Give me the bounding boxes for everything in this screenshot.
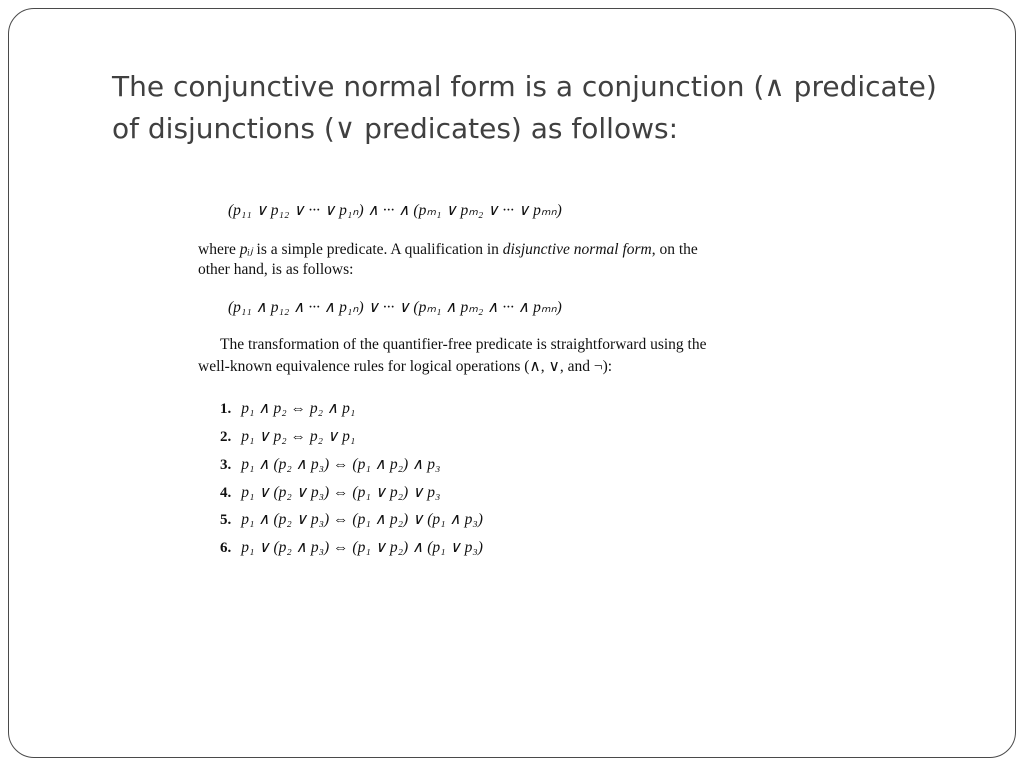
- rule-item: [220, 399, 355, 418]
- rule-expression: p₁ ∨ p₂ ⇔ p₂ ∨ p₁: [241, 428, 356, 445]
- rule-item: [220, 427, 355, 446]
- rule-expression: p₁ ∧ (p₂ ∨ p₃) ⇔ (p₁ ∧ p₂) ∨ (p₁ ∧ p₃): [241, 511, 483, 528]
- paragraph-1-line-2: other hand, is as follows:: [198, 261, 354, 278]
- rule-number: 2.: [220, 429, 232, 445]
- rule-expression: p₁ ∧ (p₂ ∧ p₃) ⇔ (p₁ ∧ p₂) ∧ p₃: [241, 456, 441, 473]
- rule-number: 6.: [220, 540, 232, 556]
- paragraph-1-line-1: [198, 240, 698, 259]
- rule-item: [220, 455, 440, 474]
- pij-variable: pᵢⱼ: [239, 241, 253, 258]
- rule-expression: p₁ ∨ (p₂ ∨ p₃) ⇔ (p₁ ∨ p₂) ∨ p₃: [241, 484, 441, 501]
- paragraph-1-text-c: , on the: [651, 241, 698, 258]
- rule-expression: p₁ ∨ (p₂ ∧ p₃) ⇔ (p₁ ∨ p₂) ∧ (p₁ ∨ p₃): [241, 539, 483, 556]
- rule-number: 1.: [220, 401, 232, 417]
- paragraph-2-line-2: well-known equivalence rules for logical operations (∧, ∨, and ¬):: [198, 358, 613, 375]
- rule-number: 4.: [220, 485, 232, 501]
- cnf-formula: (p₁₁ ∨ p₁₂ ∨ ··· ∨ p₁ₙ) ∧ ··· ∧ (pₘ₁ ∨ pₘ₂ ∨ ··· ∨ pₘₙ): [228, 202, 562, 219]
- rule-item: [220, 538, 483, 557]
- dnf-formula: (p₁₁ ∧ p₁₂ ∧ ··· ∧ p₁ₙ) ∨ ··· ∨ (pₘ₁ ∧ pₘ₂ ∧ ··· ∧ pₘₙ): [228, 299, 562, 316]
- paragraph-1-text-b: is a simple predicate. A qualification in: [252, 241, 503, 258]
- slide-title-line-1: The conjunctive normal form is a conjunction (∧ predicate): [112, 70, 937, 103]
- rule-expression: p₁ ∧ p₂ ⇔ p₂ ∧ p₁: [241, 400, 356, 417]
- slide-title-line-2: of disjunctions (∨ predicates) as follows:: [112, 112, 679, 145]
- rule-number: 3.: [220, 457, 232, 473]
- rule-item: [220, 510, 483, 529]
- rule-item: [220, 483, 440, 502]
- dnf-term: disjunctive normal form: [502, 241, 652, 258]
- paragraph-1-text-a: where: [198, 241, 240, 258]
- rule-number: 5.: [220, 512, 232, 528]
- paragraph-2-line-1: The transformation of the quantifier-free predicate is straightforward using the: [220, 336, 707, 353]
